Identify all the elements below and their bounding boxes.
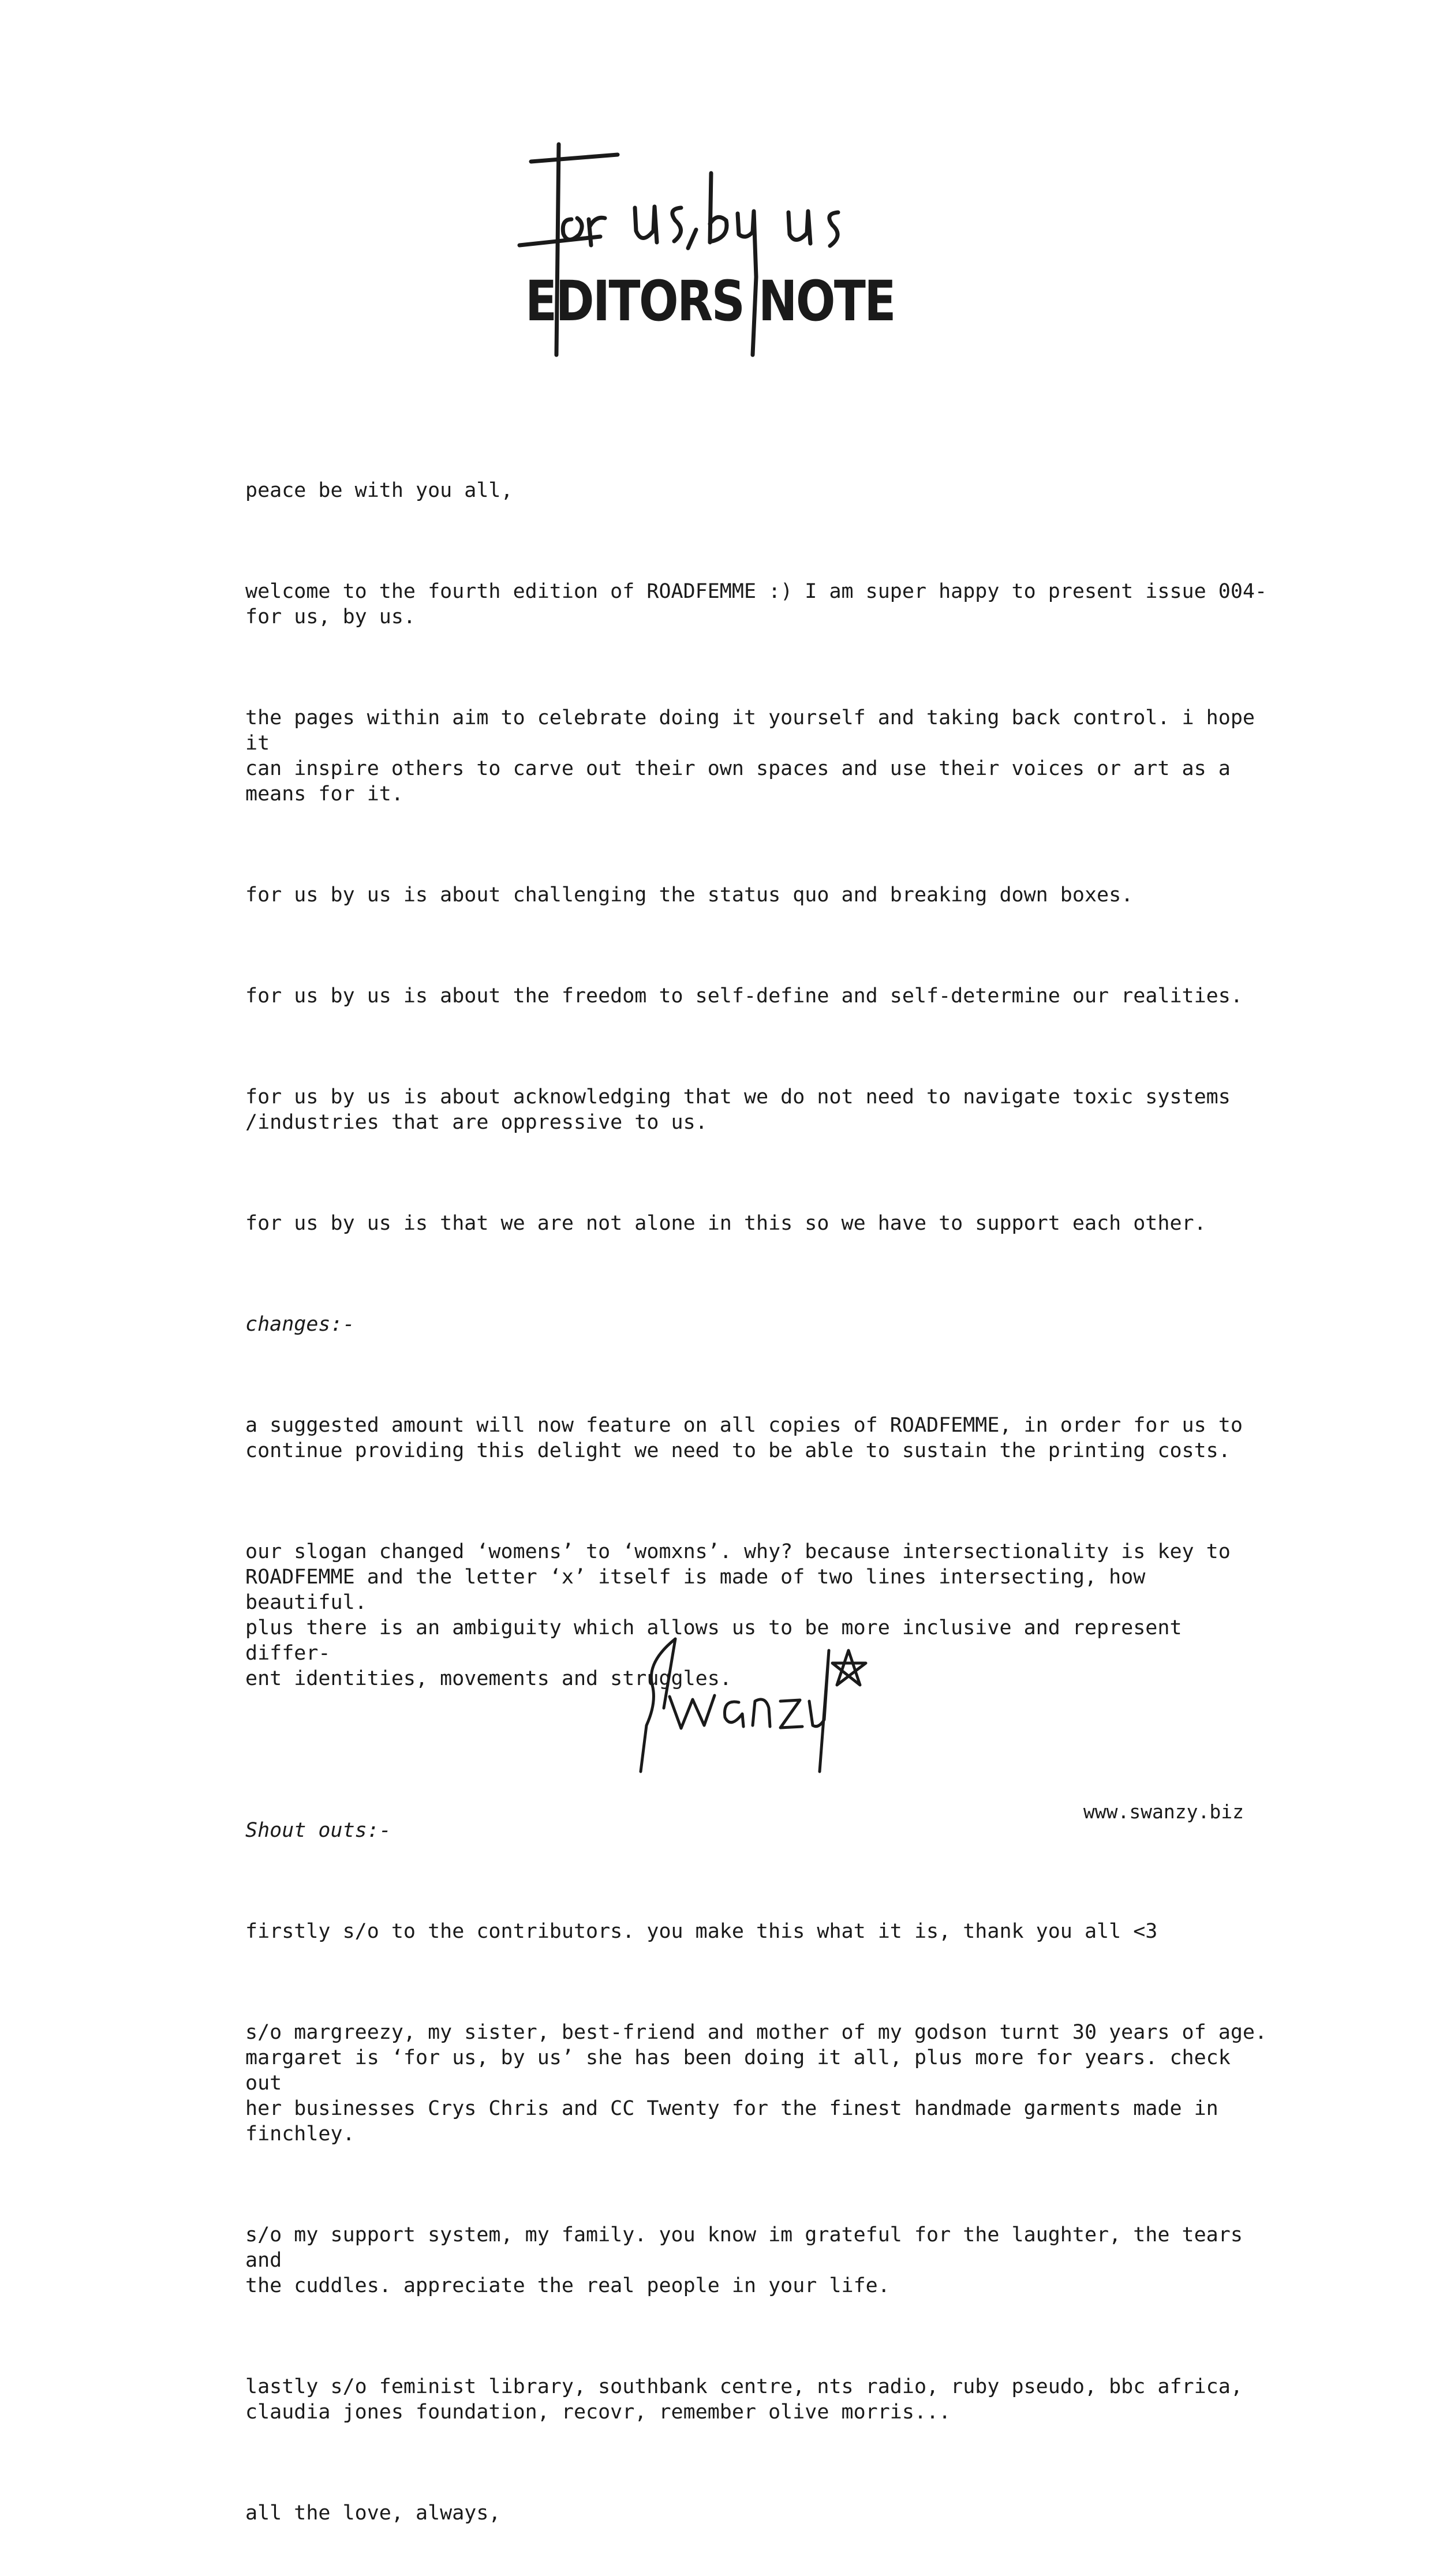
changes-heading: changes:- xyxy=(245,1313,355,1336)
signature-mark xyxy=(629,1627,883,1777)
letter-paragraph: for us by us is about the freedom to self-define and self-determine our realities. xyxy=(245,984,1243,1008)
editors-note-heading: EDITORS NOTE xyxy=(525,269,895,334)
letter-greeting: peace be with you all, xyxy=(245,479,513,502)
letter-closing: all the love, always, xyxy=(245,2502,501,2525)
shoutout-paragraph: lastly s/o feminist library, southbank centre, nts radio, ruby pseudo, bbc africa, claudia jones foundation, recovr, remember olive morris... xyxy=(245,2375,1243,2424)
shoutouts-heading: Shout outs:- xyxy=(245,1819,391,1842)
shoutout-paragraph: s/o my support system, my family. you know im grateful for the laughter, the tears and the cuddles. appreciate the real people in your life. xyxy=(245,2223,1243,2297)
letter-paragraph: welcome to the fourth edition of ROADFEMME :) I am super happy to present issue 004- for us, by us. xyxy=(245,580,1268,628)
changes-paragraph: our slogan changed ‘womens’ to ‘womxns’. why? because intersectionality is key to ROADFEMME and the letter ‘x’ itself is made of two lines intersecting, how beautiful. plus there is an ambiguity which allows us to be more inclusive and represent differ- ent identities, movements and struggles. xyxy=(245,1540,1231,1690)
letter-paragraph: for us by us is about challenging the status quo and breaking down boxes. xyxy=(245,883,1134,907)
changes-paragraph: a suggested amount will now feature on all copies of ROADFEMME, in order for us to continue providing this delight we need to be able to sustain the printing costs. xyxy=(245,1414,1243,1462)
website-link[interactable]: www.swanzy.biz xyxy=(1083,1800,1244,1823)
letter-paragraph: for us by us is that we are not alone in this so we have to support each other. xyxy=(245,1212,1206,1235)
letter-paragraph: for us by us is about acknowledging that we do not need to navigate toxic systems /industries that are oppressive to us. xyxy=(245,1085,1231,1134)
letter-paragraph: the pages within aim to celebrate doing it yourself and taking back control. i hope it can inspire others to carve out their own spaces and use their voices or art as a means for it. xyxy=(245,706,1255,806)
shoutout-paragraph: s/o margreezy, my sister, best-friend and mother of my godson turnt 30 years of age. margaret is ‘for us, by us’ she has been doing it all, plus more for years. check out her businesses Crys Chris and CC Twenty for the finest handmade garments made in finchley. xyxy=(245,2021,1268,2146)
header-artwork xyxy=(508,127,947,381)
handwritten-title-logo xyxy=(508,127,947,381)
signature xyxy=(629,1627,883,1777)
editors-letter xyxy=(245,427,1273,2576)
shoutout-paragraph: firstly s/o to the contributors. you make this what it is, thank you all <3 xyxy=(245,1920,1158,1943)
